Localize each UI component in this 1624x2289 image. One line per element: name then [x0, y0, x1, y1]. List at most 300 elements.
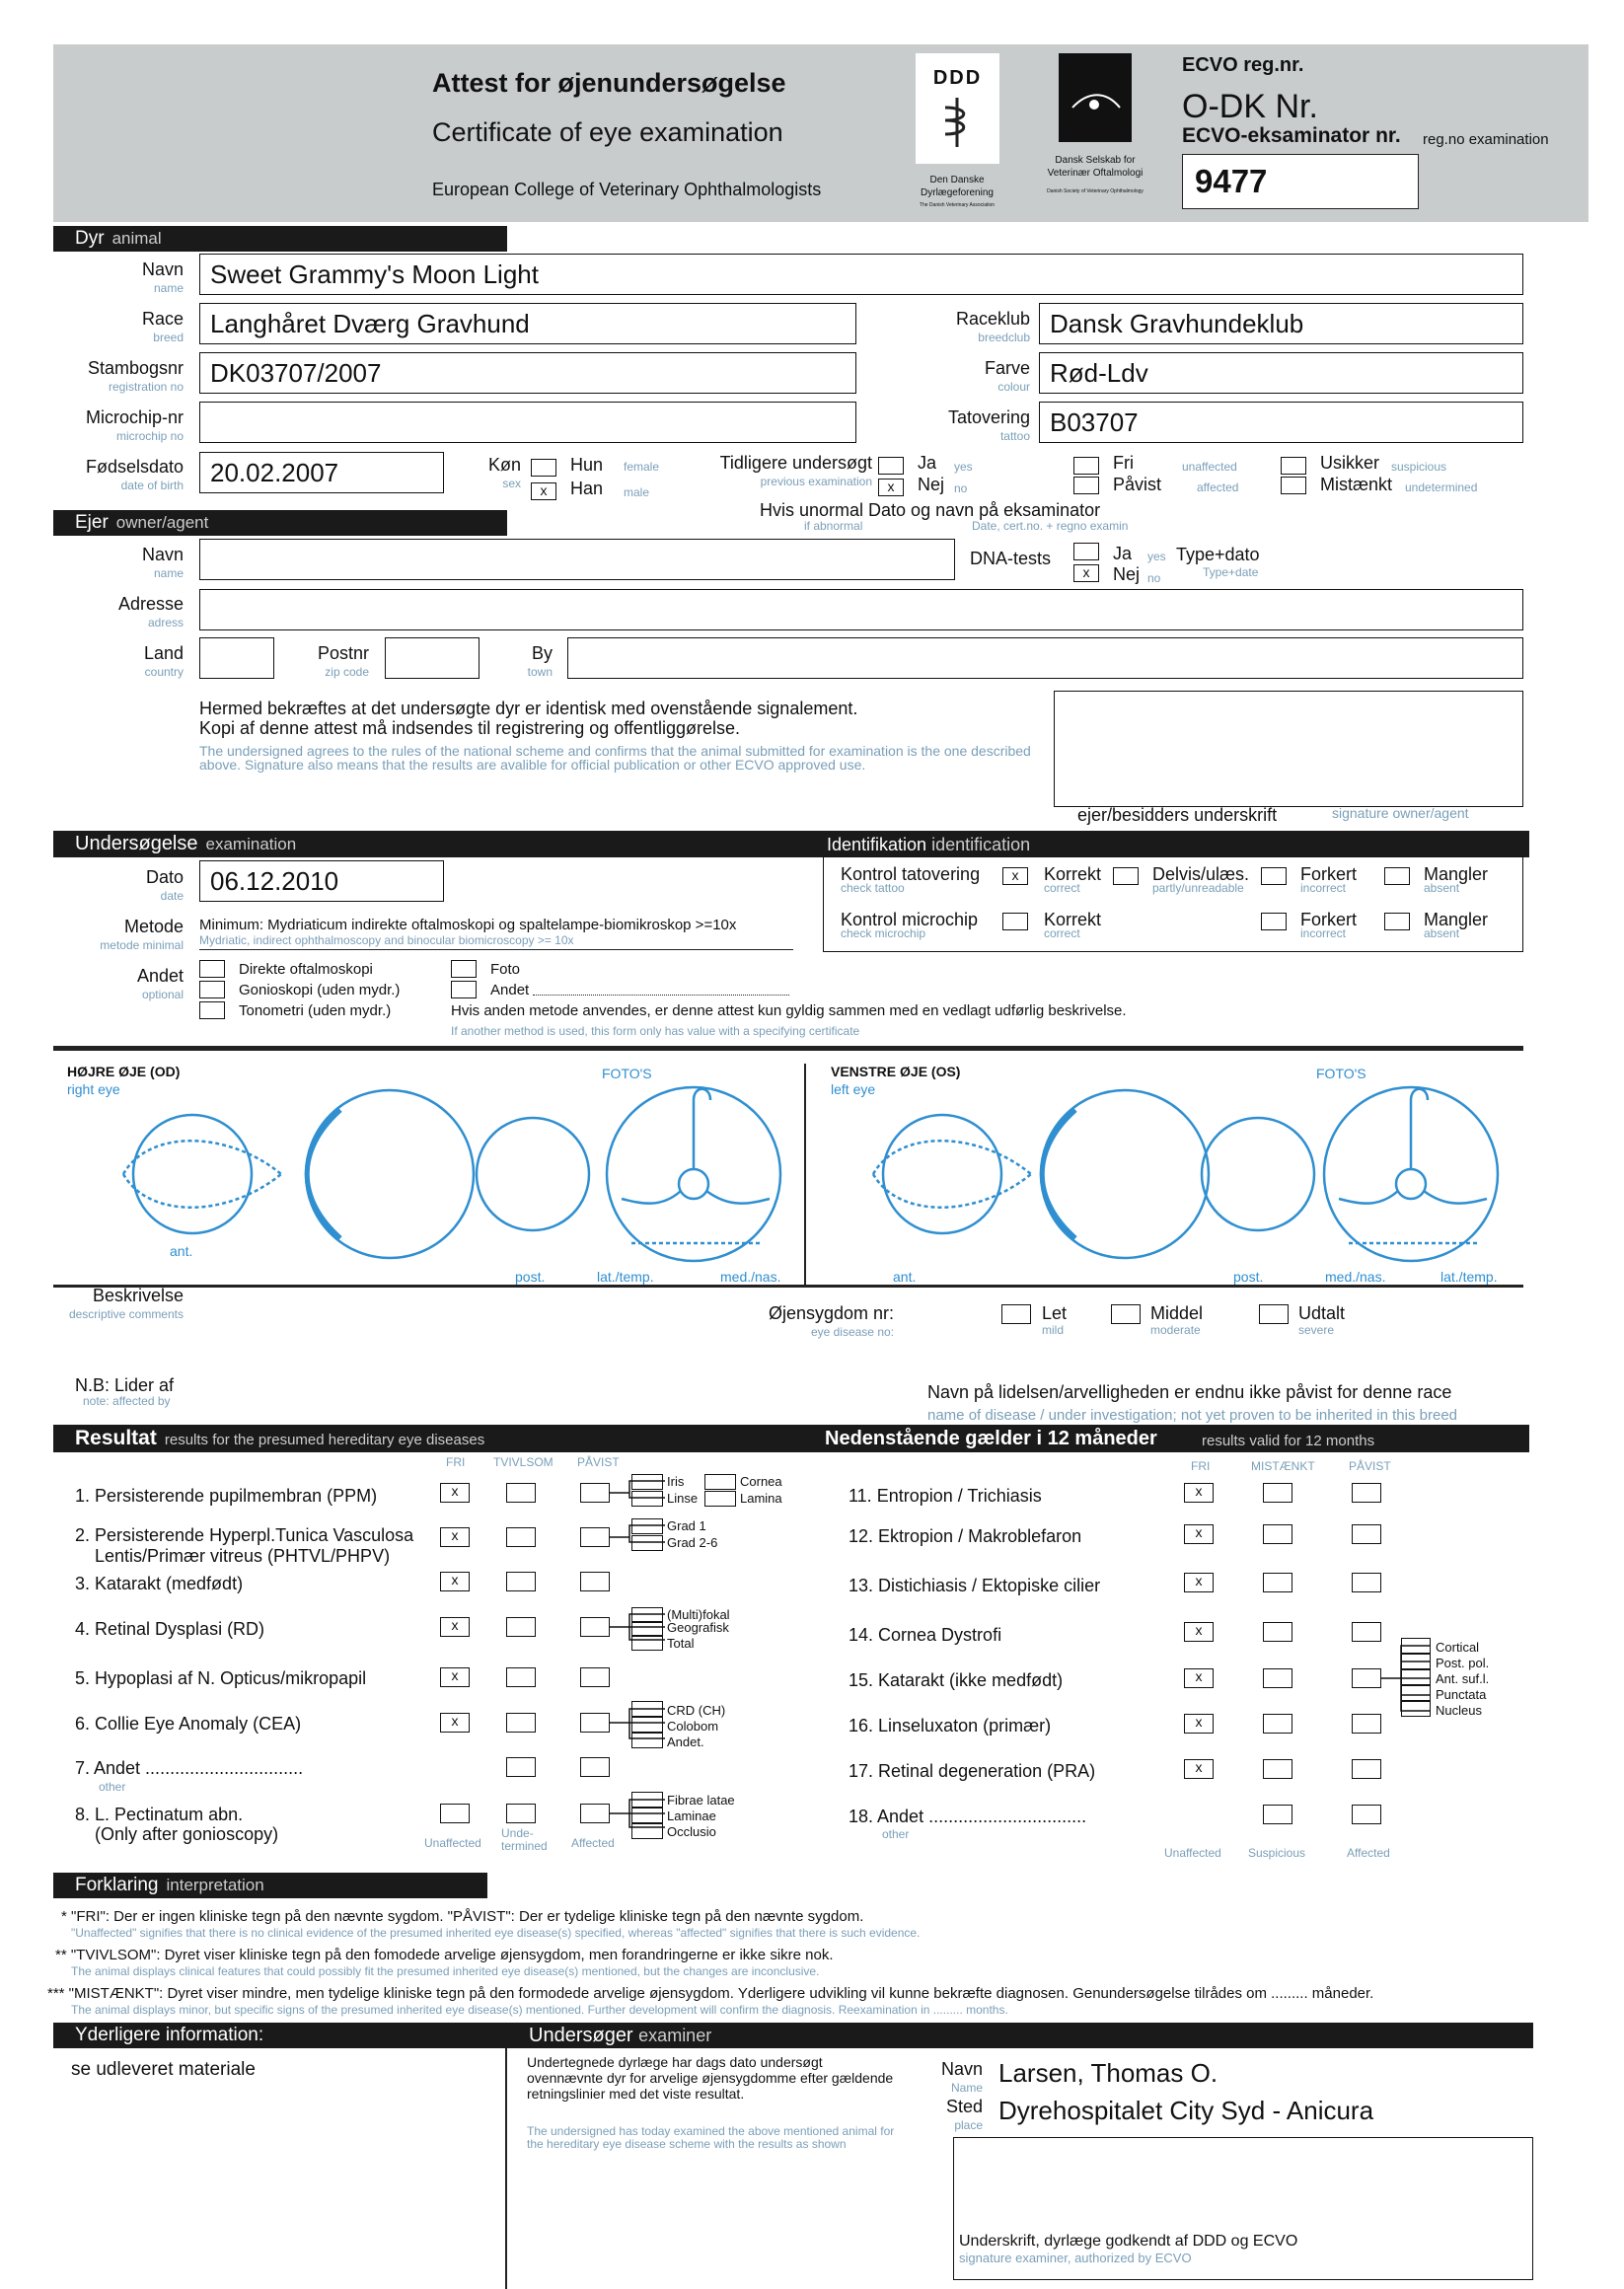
sub-laminae-label: Laminae: [667, 1809, 716, 1823]
free-label: Fri: [1113, 453, 1134, 473]
town-field[interactable]: [567, 637, 1523, 679]
result-7-uncertain[interactable]: [506, 1757, 536, 1777]
regno-field[interactable]: DK03707/2007: [199, 352, 856, 394]
footer-divider: [505, 2048, 507, 2289]
country-label-en: country: [144, 665, 184, 679]
sub-lamina-label: Lamina: [740, 1491, 782, 1506]
severe-label: Udtalt: [1298, 1303, 1346, 1323]
male-label-en: male: [624, 485, 650, 499]
result-5-uncertain[interactable]: [506, 1667, 536, 1687]
chip-incorrect-en: incorrect: [1300, 926, 1347, 940]
result-6-affected[interactable]: [580, 1713, 610, 1733]
tonometry-label: Tonometri (uden mydr.): [239, 1002, 392, 1019]
result-6-label: 6. Collie Eye Anomaly (CEA): [75, 1714, 302, 1734]
result-17-free[interactable]: x: [1184, 1759, 1214, 1779]
prev-exam-label: [720, 454, 872, 491]
f-affected: Affected: [571, 1836, 615, 1850]
chip-field[interactable]: [199, 402, 856, 443]
footer-bar: [53, 2023, 1533, 2048]
result-6-uncertain[interactable]: [506, 1713, 536, 1733]
examiner-number: 9477: [1182, 154, 1419, 209]
other-method-line: [533, 995, 789, 996]
interp-line-2: ** "TVIVLSOM": Dyret viser kliniske tegn på den fomodede arvelige øjensygdom, men forandringerne er ikke sikre nok.: [55, 1947, 834, 1963]
breedclub-label-en: breedclub: [978, 331, 1030, 344]
name-label-en: name: [153, 281, 184, 295]
examiner-name-label-en: Name: [950, 2081, 983, 2095]
h2-aff: PÅVIST: [1349, 1459, 1391, 1473]
examiner-name-label: [941, 2060, 983, 2098]
examiner-place-label: [946, 2098, 983, 2135]
direct-ophthalmoscopy-checkbox[interactable]: [199, 960, 225, 978]
sub-cortical-checkbox[interactable]: [1401, 1638, 1431, 1654]
left-eye-en: left eye: [831, 1081, 876, 1097]
result-7-label: 7. Andet ................................: [75, 1758, 304, 1778]
undetermined-en: undetermined: [1405, 480, 1478, 494]
sub-antsufl-label: Ant. suf.l.: [1436, 1671, 1490, 1686]
h-uncertain: TVIVLSOM: [493, 1455, 554, 1469]
tattoo-absent-checkbox[interactable]: [1384, 867, 1410, 885]
result-18-aff[interactable]: [1352, 1805, 1381, 1824]
result-3-label: 3. Katarakt (medfødt): [75, 1574, 244, 1593]
id-section-title: Identifikation: [827, 835, 927, 854]
race-field[interactable]: Langhåret Dværg Gravhund: [199, 303, 856, 344]
chip-correct-en: correct: [1044, 926, 1080, 940]
result-18-sub: other: [882, 1827, 910, 1841]
interp-line-1: * "FRI": Der er ingen kliniske tegn på den nævnte sygdom. "PÅVIST": Der er tydelige kliniske tegn på den nævnte sygdom.: [61, 1908, 864, 1925]
ddd-logo-text: DDD: [932, 67, 983, 89]
town-label: [528, 644, 553, 682]
result-14-aff[interactable]: [1352, 1622, 1381, 1642]
dna-yes-label: Ja: [1113, 544, 1133, 563]
result-17-susp[interactable]: [1263, 1759, 1292, 1779]
sub-fibrae-label: Fibrae latae: [667, 1793, 735, 1808]
sub-colobom-label: Colobom: [667, 1719, 719, 1734]
result-18-susp[interactable]: [1263, 1805, 1292, 1824]
severe-checkbox[interactable]: [1259, 1304, 1289, 1324]
result-8-free[interactable]: [440, 1804, 470, 1823]
regno-exam-label: reg.no examination: [1423, 131, 1549, 148]
sub-fibrae-checkbox[interactable]: [631, 1792, 663, 1808]
race-label-en: breed: [153, 331, 184, 344]
method-label-en: metode minimal: [100, 938, 184, 952]
chip-incorrect-label: Forkert: [1300, 910, 1358, 929]
result-11-free[interactable]: x: [1184, 1483, 1214, 1503]
sex-label: [488, 456, 521, 493]
sub-cea-andet-checkbox[interactable]: [631, 1733, 663, 1748]
result-7-affected[interactable]: [580, 1757, 610, 1777]
result-12-free[interactable]: x: [1184, 1524, 1214, 1544]
sub-iris-checkbox[interactable]: [631, 1474, 663, 1490]
result-18-label: 18. Andet ................................: [849, 1807, 1087, 1826]
college-name: European College of Veterinary Ophthalmologists: [432, 180, 822, 199]
moderate-label: Middel: [1150, 1303, 1204, 1323]
address-label-en: adress: [147, 616, 184, 629]
result-15-susp[interactable]: [1263, 1668, 1292, 1688]
sub-iris-label: Iris: [667, 1474, 685, 1489]
declaration-1: Hermed bekræftes at det undersøgte dyr er identisk med ovenstående signalement.: [199, 699, 858, 718]
check-tattoo-label: Kontrol tatovering: [841, 864, 981, 884]
f-undetermined: Unde-termined: [501, 1826, 548, 1853]
race-label: [142, 310, 184, 347]
right-post-label: post.: [515, 1269, 546, 1285]
regno-label-da: Stambogsnr: [87, 358, 184, 378]
animal-name-field[interactable]: Sweet Grammy's Moon Light: [199, 254, 1523, 295]
tattoo-incorrect-label: Forkert: [1300, 864, 1358, 884]
id-section: [827, 835, 1030, 854]
female-label-en: female: [624, 460, 660, 474]
name-label: [142, 260, 184, 298]
dob-label-da: Fødselsdato: [85, 457, 184, 477]
dna-type-en: Type+date: [1203, 565, 1259, 579]
result-2-free[interactable]: x: [440, 1527, 470, 1547]
sub-postpol-label: Post. pol.: [1436, 1656, 1490, 1670]
not-proven-en: name of disease / under investigation; not yet proven to be inherited in this breed: [927, 1407, 1458, 1424]
dob-label: [86, 458, 184, 495]
result-16-aff[interactable]: [1352, 1714, 1381, 1734]
result-1-label: 1. Persisterende pupilmembran (PPM): [75, 1486, 378, 1506]
description-label-da: Beskrivelse: [92, 1286, 184, 1305]
section-interp-en: interpretation: [166, 1876, 264, 1894]
result-2-label: 2. Persisterende Hyperpl.Tunica Vasculosa: [75, 1525, 414, 1545]
left-side-eye: [1041, 1090, 1209, 1258]
description-label-en: descriptive comments: [68, 1307, 184, 1321]
ecvo-reg-label: ECVO reg.nr.: [1182, 54, 1304, 76]
other-method-checkbox[interactable]: [451, 981, 477, 998]
result-13-aff[interactable]: [1352, 1573, 1381, 1592]
abnormal-en2: Date, cert.no. + regno examin: [972, 519, 1129, 533]
sub-laminae-checkbox[interactable]: [631, 1808, 663, 1823]
tattoo-field[interactable]: B03707: [1039, 402, 1523, 443]
town-label-en: town: [527, 665, 553, 679]
title-danish: Attest for øjenundersøgelse: [432, 68, 786, 98]
dna-no-checkbox[interactable]: x: [1073, 564, 1099, 582]
undetermined-checkbox[interactable]: [1281, 477, 1306, 494]
mild-checkbox[interactable]: [1001, 1304, 1031, 1324]
affected-label: Påvist: [1113, 475, 1162, 494]
sub-lamina-checkbox[interactable]: [704, 1491, 736, 1507]
result-8-label2: (Only after gonioscopy): [95, 1824, 279, 1844]
left-lat-label: lat./temp.: [1440, 1269, 1498, 1285]
left-photos-label: FOTO'S: [1316, 1066, 1366, 1081]
result-2-label2: Lentis/Primær vitreus (PHTVL/PHPV): [95, 1546, 391, 1566]
section-animal-en: animal: [111, 229, 162, 248]
result-15-free[interactable]: x: [1184, 1668, 1214, 1688]
prev-no-en: no: [954, 481, 968, 495]
result-1-affected[interactable]: [580, 1483, 610, 1503]
result-6-free[interactable]: x: [440, 1713, 470, 1733]
not-proven-label: Navn på lidelsen/arvelligheden er endnu ikke påvist for denne race: [927, 1382, 1452, 1402]
left-post-label: post.: [1233, 1269, 1264, 1285]
colour-field[interactable]: Rød-Ldv: [1039, 352, 1523, 394]
sub-grad26-checkbox[interactable]: [631, 1535, 663, 1551]
section-interpretation: [53, 1873, 487, 1898]
examiner-text-en: The undersigned has today examined the above mentioned animal for the hereditary eye disease scheme with the results as shown: [527, 2124, 895, 2151]
check-tattoo-en: check tattoo: [841, 881, 905, 895]
result-4-free[interactable]: x: [440, 1617, 470, 1637]
result-2-affected[interactable]: [580, 1527, 610, 1547]
suspicious-checkbox[interactable]: [1281, 457, 1306, 475]
dob-field[interactable]: 20.02.2007: [199, 452, 444, 493]
right-eye-label: HØJRE ØJE (OD): [67, 1064, 181, 1079]
free-en: unaffected: [1182, 460, 1237, 474]
owner-signature-en: signature owner/agent: [1332, 805, 1469, 821]
f2-affected: Affected: [1347, 1846, 1390, 1860]
result-4-affected[interactable]: [580, 1617, 610, 1637]
sub-crd-checkbox[interactable]: [631, 1701, 663, 1717]
chip-absent-en: absent: [1424, 926, 1460, 940]
owner-name-field[interactable]: [199, 539, 955, 580]
colour-label: [985, 359, 1030, 397]
ddd-logo: [916, 53, 999, 164]
dsvo-logo: [1059, 53, 1132, 142]
exam-date-label: [146, 868, 184, 906]
ecvo-examiner-label: ECVO-eksaminator nr.: [1182, 124, 1401, 147]
result-13-free[interactable]: x: [1184, 1573, 1214, 1592]
method-label: [100, 918, 184, 955]
owner-signature-label: ejer/besidders underskrift: [1077, 805, 1278, 825]
prev-exam-label-en: previous examination: [760, 475, 872, 488]
town-label-da: By: [531, 643, 553, 663]
section-animal-title: Dyr: [75, 228, 105, 249]
examiner-name-label-da: Navn: [940, 2059, 983, 2079]
result-8-affected[interactable]: [580, 1804, 610, 1823]
exam-date-field[interactable]: 06.12.2010: [199, 860, 444, 902]
result-16-free[interactable]: x: [1184, 1714, 1214, 1734]
address-label-da: Adresse: [117, 594, 184, 614]
owner-name-label-da: Navn: [141, 545, 184, 564]
sub-grad1-label: Grad 1: [667, 1518, 706, 1533]
result-5-free[interactable]: x: [440, 1667, 470, 1687]
sub-colobom-checkbox[interactable]: [631, 1717, 663, 1733]
sub-cornea-label: Cornea: [740, 1474, 782, 1489]
result-13-susp[interactable]: [1263, 1573, 1292, 1592]
address-field[interactable]: [199, 589, 1523, 630]
dna-type-label: Type+dato: [1176, 545, 1260, 564]
result-14-free[interactable]: x: [1184, 1622, 1214, 1642]
sub-occlusio-label: Occlusio: [667, 1824, 716, 1839]
tattoo-correct-checkbox[interactable]: x: [1002, 867, 1028, 885]
regno-label: [88, 359, 184, 397]
examiner-signature-label: Underskrift, dyrlæge godkendt af DDD og ECVO: [959, 2233, 1298, 2250]
right-med-label: med./nas.: [720, 1269, 781, 1285]
left-post-eye: [1202, 1118, 1314, 1230]
sub-nucleus-label: Nucleus: [1436, 1703, 1482, 1718]
sub-cornea-checkbox[interactable]: [704, 1474, 736, 1490]
result-12-susp[interactable]: [1263, 1524, 1292, 1544]
chip-absent-checkbox[interactable]: [1384, 913, 1410, 930]
chip-incorrect-checkbox[interactable]: [1261, 913, 1287, 930]
f-unaffected: Unaffected: [424, 1836, 481, 1850]
result-8-uncertain[interactable]: [506, 1804, 536, 1823]
other-methods-label-da: Andet: [136, 966, 184, 986]
method-label-da: Metode: [123, 917, 184, 936]
result-8-label: 8. L. Pectinatum abn.: [75, 1805, 244, 1824]
f2-unaffected: Unaffected: [1164, 1846, 1221, 1860]
dna-no-label: Nej: [1113, 564, 1141, 584]
dsvo-name: Dansk Selskab for Veterinær Oftalmologi: [1047, 155, 1144, 179]
examiner-place-label-da: Sted: [945, 2097, 983, 2116]
tattoo-incorrect-checkbox[interactable]: [1261, 867, 1287, 885]
declaration-2: Kopi af denne attest må indsendes til registrering og offentliggørelse.: [199, 718, 740, 738]
sub-crd-label: CRD (CH): [667, 1703, 726, 1718]
examiner-signature-en: signature examiner, authorized by ECVO: [959, 2251, 1192, 2265]
prev-exam-label-da: Tidligere undersøgt: [719, 453, 872, 473]
suspicious-en: suspicious: [1391, 460, 1447, 474]
title-english: Certificate of eye examination: [432, 117, 783, 147]
prev-yes-label: Ja: [918, 453, 937, 473]
method-en: Mydriatic, indirect ophthalmoscopy and binocular biomicroscopy >= 10x: [199, 933, 574, 947]
sub-occlusio-checkbox[interactable]: [631, 1823, 663, 1839]
right-ant-eye: [133, 1115, 252, 1233]
sub-total-checkbox[interactable]: [631, 1635, 663, 1651]
left-ant-eye: [883, 1115, 1001, 1233]
dsvo-sub: Danish Society of Veterinary Ophthalmology: [1047, 188, 1144, 194]
section-exam-en: examination: [205, 835, 297, 853]
right-eye-en: right eye: [67, 1081, 120, 1097]
male-checkbox[interactable]: x: [531, 482, 556, 500]
tattoo-label: [948, 408, 1030, 446]
result-12-aff[interactable]: [1352, 1524, 1381, 1544]
gonioscopy-checkbox[interactable]: [199, 981, 225, 998]
check-chip-label: Kontrol microchip: [841, 910, 979, 929]
info-label: Yderligere information:: [75, 2025, 264, 2045]
undetermined-label: Mistænkt: [1320, 475, 1393, 494]
result-16-susp[interactable]: [1263, 1714, 1292, 1734]
chip-correct-checkbox[interactable]: [1002, 913, 1028, 930]
female-checkbox[interactable]: [531, 459, 556, 477]
sex-label-en: sex: [502, 477, 521, 490]
address-label: [118, 595, 184, 632]
left-med-label: med./nas.: [1325, 1269, 1386, 1285]
result-5-affected[interactable]: [580, 1667, 610, 1687]
other-method-note-en: If another method is used, this form only has value with a specifying certificate: [451, 1024, 860, 1038]
results-valid-en: results valid for 12 months: [1202, 1433, 1375, 1449]
h2-susp: MISTÆNKT: [1251, 1459, 1315, 1473]
result-3-affected[interactable]: [580, 1572, 610, 1591]
chip-absent-label: Mangler: [1424, 910, 1489, 929]
sub-grad26-label: Grad 2-6: [667, 1535, 718, 1550]
nb-label-en: note: affected by: [83, 1394, 171, 1408]
sub-nucleus-checkbox[interactable]: [1401, 1701, 1431, 1717]
interp-line-3: *** "MISTÆNKT": Dyret viser mindre, men tydelige kliniske tegn på den formodede arvelige øjensygdom. Yderligere udvikling vil kunne bekræfte diagnosen. Genundersøgelse tilrådes om ......... måneder.: [47, 1985, 1374, 2002]
photo-label: Foto: [490, 961, 521, 978]
affected-checkbox[interactable]: [1073, 477, 1099, 494]
f2-suspicious: Suspicious: [1248, 1846, 1306, 1860]
sub-antsufl-checkbox[interactable]: [1401, 1669, 1431, 1685]
sub-grad1-checkbox[interactable]: [631, 1518, 663, 1534]
tattoo-partly-label: Delvis/ulæs.: [1152, 864, 1250, 884]
severe-en: severe: [1298, 1323, 1335, 1337]
race-label-da: Race: [141, 309, 184, 329]
sub-punctata-label: Punctata: [1436, 1687, 1487, 1702]
tattoo-correct-en: correct: [1044, 881, 1080, 895]
sub-linse-checkbox[interactable]: [631, 1491, 663, 1507]
examiner-section-title: Undersøger: [529, 2025, 633, 2046]
section-results-title: Resultat: [75, 1427, 157, 1449]
owner-name-label-en: name: [153, 566, 184, 580]
dna-yes-checkbox[interactable]: [1073, 543, 1099, 560]
result-7-sub: other: [99, 1780, 126, 1794]
tonometry-checkbox[interactable]: [199, 1001, 225, 1019]
country-label-da: Land: [143, 643, 184, 663]
owner-signature-box[interactable]: [1054, 691, 1523, 807]
sub-postpol-checkbox[interactable]: [1401, 1654, 1431, 1669]
mild-en: mild: [1042, 1323, 1065, 1337]
moderate-checkbox[interactable]: [1111, 1304, 1141, 1324]
result-5-label: 5. Hypoplasi af N. Opticus/mikropapil: [75, 1668, 367, 1688]
result-2-uncertain[interactable]: [506, 1527, 536, 1547]
prev-no-checkbox[interactable]: x: [878, 479, 904, 496]
result-3-free[interactable]: x: [440, 1572, 470, 1591]
result-3-uncertain[interactable]: [506, 1572, 536, 1591]
interp-line-1-en: "Unaffected" signifies that there is no clinical evidence of the presumed inherited eye disease(s) specified, whereas "affected" signifies that there is such evidence.: [71, 1926, 921, 1940]
country-field[interactable]: [199, 637, 274, 679]
abnormal-label: Hvis unormal Dato og navn på eksaminator: [760, 500, 1101, 520]
section-owner-title: Ejer: [75, 512, 109, 533]
result-15-label: 15. Katarakt (ikke medfødt): [849, 1670, 1064, 1690]
dna-yes-en: yes: [1147, 550, 1166, 563]
result-4-uncertain[interactable]: [506, 1617, 536, 1637]
male-label: Han: [570, 479, 604, 498]
result-11-susp[interactable]: [1263, 1483, 1292, 1503]
zip-field[interactable]: [385, 637, 480, 679]
prev-no-label: Nej: [918, 475, 945, 494]
sub-punctata-checkbox[interactable]: [1401, 1685, 1431, 1701]
interp-line-2-en: The animal displays clinical features that could possibly fit the presumed inherited eye disease(s) mentioned, but the changes are inconclusive.: [71, 1964, 820, 1978]
tattoo-partly-checkbox[interactable]: [1113, 867, 1139, 885]
tattoo-absent-label: Mangler: [1424, 864, 1489, 884]
result-1-free[interactable]: x: [440, 1483, 470, 1503]
sub-total-label: Total: [667, 1636, 695, 1651]
abnormal-en: if abnormal: [804, 519, 863, 533]
breedclub-label: [956, 310, 1030, 347]
exam-date-label-en: date: [160, 889, 184, 903]
examiner-section: [529, 2026, 711, 2045]
check-chip-en: check microchip: [841, 926, 926, 940]
result-14-susp[interactable]: [1263, 1622, 1292, 1642]
section-results-en: results for the presumed hereditary eye diseases: [164, 1432, 485, 1448]
photo-checkbox[interactable]: [451, 960, 477, 978]
free-checkbox[interactable]: [1073, 457, 1099, 475]
result-17-aff[interactable]: [1352, 1759, 1381, 1779]
section-animal: [53, 226, 507, 252]
chip-correct-label: Korrekt: [1044, 910, 1102, 929]
other-method-label: Andet: [490, 982, 530, 998]
left-ant-label: ant.: [893, 1269, 917, 1285]
info-text: se udleveret materiale: [71, 2059, 256, 2080]
other-methods-label: [137, 967, 184, 1004]
tattoo-partly-en: partly/unreadable: [1152, 881, 1244, 895]
result-17-label: 17. Retinal degeneration (PRA): [849, 1761, 1096, 1781]
tattoo-correct-label: Korrekt: [1044, 864, 1102, 884]
result-15-aff[interactable]: [1352, 1668, 1381, 1688]
prev-yes-checkbox[interactable]: [878, 457, 904, 475]
mild-label: Let: [1042, 1303, 1068, 1323]
owner-name-label: [142, 546, 184, 583]
result-1-uncertain[interactable]: [506, 1483, 536, 1503]
result-11-aff[interactable]: [1352, 1483, 1381, 1503]
breedclub-label-da: Raceklub: [955, 309, 1030, 329]
tattoo-incorrect-en: incorrect: [1300, 881, 1347, 895]
sub-cea-andet-label: Andet.: [667, 1735, 704, 1749]
results-valid-label: Nedenstående gælder i 12 måneder: [825, 1428, 1157, 1449]
h-affected: PÅVIST: [577, 1455, 620, 1469]
female-label: Hun: [570, 455, 604, 475]
other-method-note: Hvis anden metode anvendes, er denne attest kun gyldig sammen med en vedlagt udførlig beskrivelse.: [451, 1002, 1127, 1019]
left-eye-label: VENSTRE ØJE (OS): [831, 1064, 961, 1079]
breedclub-field[interactable]: Dansk Gravhundeklub: [1039, 303, 1523, 344]
tattoo-label-en: tattoo: [999, 429, 1030, 443]
